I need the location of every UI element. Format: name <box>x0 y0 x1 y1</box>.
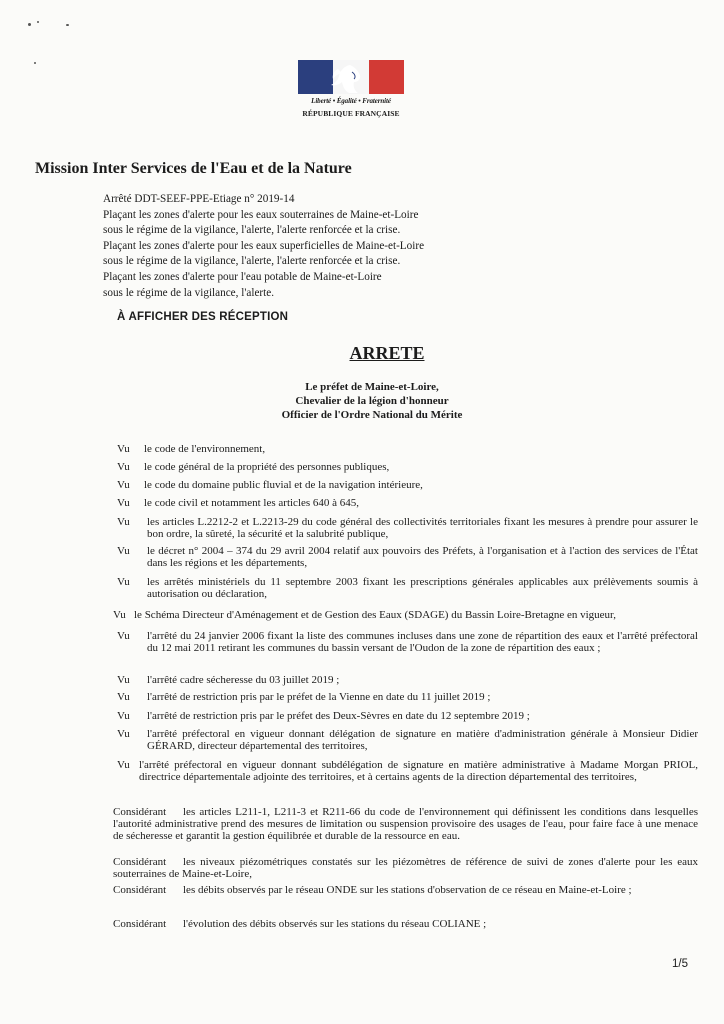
subject-line: Plaçant les zones d'alerte pour les eaux souterraines de Maine-et-Loire <box>103 208 419 221</box>
republic-motto: Liberté • Égalité • Fraternité <box>311 97 391 105</box>
vu-label: Vu <box>117 630 130 642</box>
vu-label: Vu <box>117 674 130 686</box>
vu-label: Vu <box>113 609 126 621</box>
afficher-notice: À AFFICHER DES RÉCEPTION <box>117 311 289 323</box>
subject-line: Plaçant les zones d'alerte pour les eaux superficielles de Maine-et-Loire <box>103 239 425 252</box>
vu-label: Vu <box>117 516 130 528</box>
republique-francaise-logo <box>298 60 404 122</box>
scan-speck <box>34 62 36 64</box>
vu-text: les articles L.2212-2 et L.2213-29 du code général des collectivités territoriales fixant les mesures à prendre pour assurer le bon ordre, la sûreté, la sécurité et la salubrité publique, <box>147 516 698 541</box>
subject-line: sous le régime de la vigilance, l'alerte. <box>103 286 275 299</box>
vu-label: Vu <box>117 691 130 703</box>
vu-label: Vu <box>117 443 130 455</box>
arrete-reference: Arrêté DDT-SEEF-PPE-Etiage n° 2019-14 <box>103 193 295 205</box>
considerant-label: Considérant <box>113 856 167 868</box>
considerant-label: Considérant <box>113 918 167 930</box>
vu-label: Vu <box>117 479 130 491</box>
considerant-text: l'évolution des débits observés sur les stations du réseau COLIANE ; <box>183 918 487 930</box>
vu-text: l'arrêté préfectoral en vigueur donnant délégation de signature en matière d'administration générale à Monsieur Didier GÉRARD, directeur départemental des territoires, <box>147 728 698 753</box>
republic-name: RÉPUBLIQUE FRANÇAISE <box>302 109 400 118</box>
vu-text: l'arrêté de restriction pris par le préfet de la Vienne en date du 11 juillet 2019 ; <box>147 691 491 703</box>
considerant-label: Considérant <box>113 884 167 896</box>
vu-text: l'arrêté cadre sécheresse du 03 juillet 2019 ; <box>147 674 340 686</box>
vu-text: l'arrêté du 24 janvier 2006 fixant la liste des communes incluses dans une zone de répartition des eaux et l'arrêté préfectoral du 12 mai 2011 retirant les communes du bassin versant de l'Oudon de la zone de répartition des eaux ; <box>147 630 698 655</box>
vu-text: le code général de la propriété des personnes publiques, <box>144 461 390 473</box>
prefet-line: Chevalier de la légion d'honneur <box>295 395 449 408</box>
vu-text: l'arrêté de restriction pris par le préfet des Deux-Sèvres en date du 12 septembre 2019 ; <box>147 710 530 722</box>
vu-text: le décret n° 2004 – 374 du 29 avril 2004 relatif aux pouvoirs des Préfets, à l'organisation et à l'action des services de l'État dans les régions et les départements, <box>147 545 698 570</box>
considerant-text: les débits observés par le réseau ONDE sur les stations d'observation de ce réseau en Maine-et-Loire ; <box>183 884 632 896</box>
page-number: 1/5 <box>672 958 688 970</box>
vu-text: le code du domaine public fluvial et de la navigation intérieure, <box>144 479 423 491</box>
vu-text: le Schéma Directeur d'Aménagement et de Gestion des Eaux (SDAGE) du Bassin Loire-Bretagne en vigueur, <box>134 609 617 621</box>
subject-line: sous le régime de la vigilance, l'alerte, l'alerte renforcée et la crise. <box>103 224 401 237</box>
subject-line: sous le régime de la vigilance, l'alerte, l'alerte renforcée et la crise. <box>103 255 401 268</box>
vu-label: Vu <box>117 461 130 473</box>
vu-text: le code civil et notamment les articles 640 à 645, <box>144 497 360 509</box>
vu-label: Vu <box>117 728 130 740</box>
scan-speck <box>66 24 69 26</box>
arrete-heading: ARRETE <box>349 343 425 363</box>
prefet-titles <box>0 380 724 423</box>
vu-label: Vu <box>117 497 130 509</box>
marianne-flag-icon <box>298 60 404 94</box>
considerant-label: Considérant <box>113 806 167 818</box>
prefet-line: Officier de l'Ordre National du Mérite <box>281 409 463 422</box>
vu-label: Vu <box>117 759 130 771</box>
vu-label: Vu <box>117 545 130 557</box>
vu-text: le code de l'environnement, <box>144 443 266 455</box>
vu-label: Vu <box>117 576 130 588</box>
scan-speck <box>37 21 39 23</box>
scan-speck <box>28 23 31 26</box>
subject-line: Plaçant les zones d'alerte pour l'eau potable de Maine-et-Loire <box>103 270 382 283</box>
vu-text: l'arrêté préfectoral en vigueur donnant subdélégation de signature en matière administrative à Madame Morgan PRIOL, directrice départementale adjointe des territoires, et à certains agents de la direction départemental des territoires, <box>139 759 698 784</box>
arrete-subject <box>103 192 483 301</box>
prefet-line: Le préfet de Maine-et-Loire, <box>305 381 439 393</box>
vu-text: les arrêtés ministériels du 11 septembre 2003 fixant les prescriptions générales applicables aux prélèvements soumis à autorisation ou déclaration, <box>147 576 698 601</box>
vu-label: Vu <box>117 710 130 722</box>
considerant-text: les niveaux piézométriques constatés sur les piézomètres de référence de suivi de zones d'alerte pour les eaux souterraines de Maine-et-Loire, <box>113 856 698 881</box>
mission-title: Mission Inter Services de l'Eau et de la Nature <box>35 160 352 177</box>
considerant-text: les articles L211-1, L211-3 et R211-66 du code de l'environnement qui définissent les conditions dans lesquelles l'autorité administrative prend des mesures de limitation ou suspension provisoire des usages de l'eau, pour faire face à une menace de sécheresse et garantit la gestion équilibrée et durable de la ressource en eau. <box>113 806 698 843</box>
